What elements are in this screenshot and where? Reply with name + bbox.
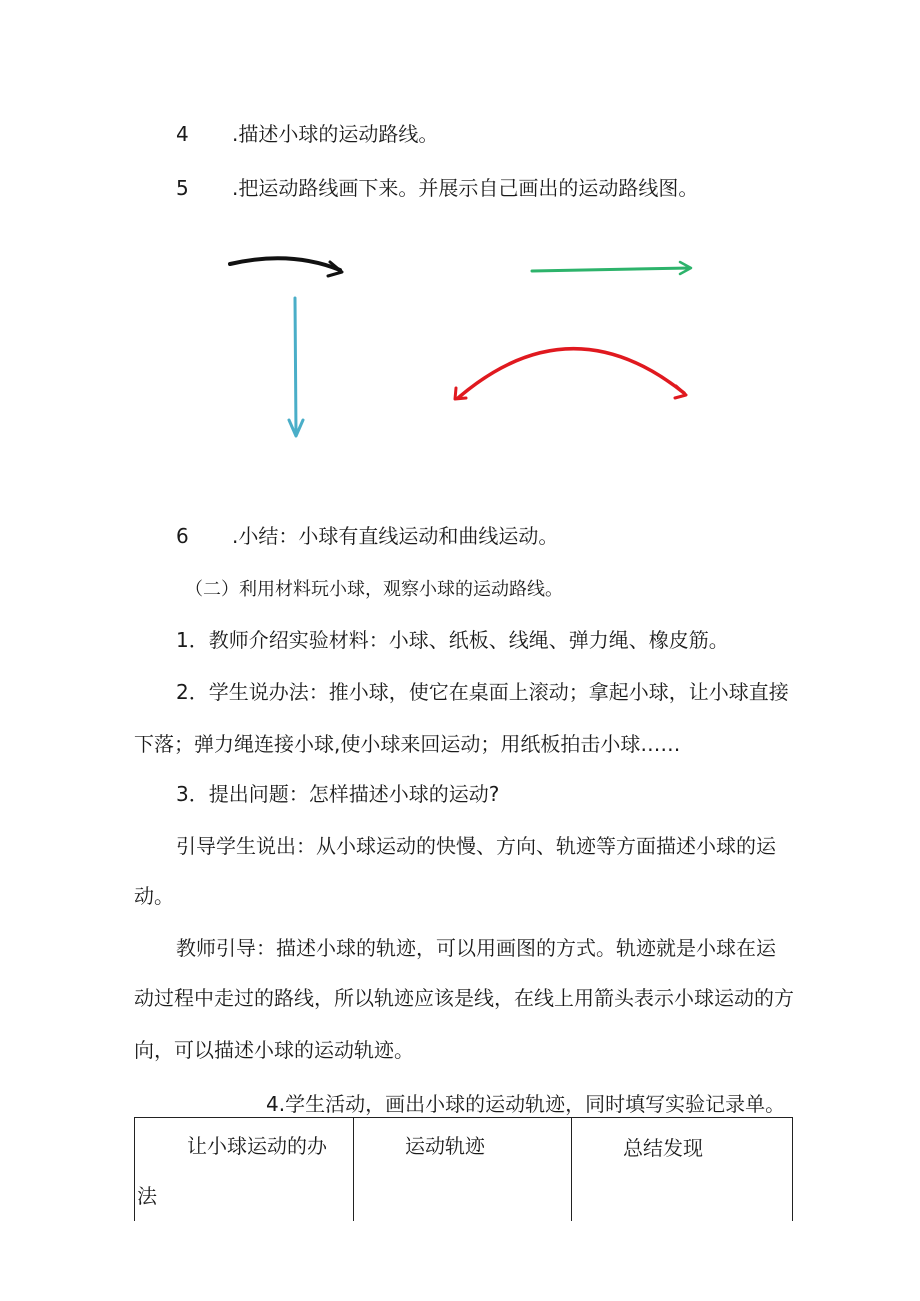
step-3-text: 3．提出问题：怎样描述小球的运动? — [176, 782, 500, 806]
item-6-text: .小结：小球有直线运动和曲线运动。 — [232, 524, 559, 548]
step-2-line-2: 下落；弹力绳连接小球,使小球来回运动；用纸板拍击小球…… — [134, 732, 681, 756]
teacher-line-2: 动过程中走过的路线，所以轨迹应该是线，在线上用箭头表示小球运动的方 — [134, 986, 794, 1010]
green-right-arrow — [532, 262, 691, 274]
item-4-text: .描述小球的运动路线。 — [232, 122, 439, 146]
table-header-method-line-2: 法 — [137, 1184, 157, 1208]
black-curved-arrow — [230, 258, 342, 276]
guide-line-2: 动。 — [134, 884, 174, 908]
record-table — [134, 1117, 793, 1221]
blue-down-arrow — [289, 298, 303, 436]
item-6-number: 6 — [176, 524, 189, 548]
teacher-line-3: 向，可以描述小球的运动轨迹。 — [134, 1038, 414, 1062]
teacher-line-1: 教师引导：描述小球的轨迹，可以用画图的方式。轨迹就是小球在运 — [176, 936, 776, 960]
section-two-heading: （二）利用材料玩小球，观察小球的运动路线。 — [185, 579, 563, 600]
step-4-text: 4.学生活动，画出小球的运动轨迹，同时填写实验记录单。 — [266, 1092, 786, 1116]
table-header-findings: 总结发现 — [623, 1136, 703, 1160]
item-5-text: .把运动路线画下来。并展示自己画出的运动路线图。 — [232, 176, 699, 200]
item-4-number: 4 — [176, 122, 189, 146]
table-divider — [353, 1118, 354, 1221]
red-arc-arrow — [455, 349, 686, 399]
item-5-number: 5 — [176, 176, 189, 200]
table-divider — [571, 1118, 572, 1221]
step-2-line-1: 2．学生说办法：推小球，使它在桌面上滚动；拿起小球，让小球直接 — [176, 680, 789, 704]
table-header-trajectory: 运动轨迹 — [405, 1134, 485, 1158]
table-header-method-line-1: 让小球运动的办 — [187, 1134, 327, 1158]
step-1-text: 1．教师介绍实验材料：小球、纸板、线绳、弹力绳、橡皮筋。 — [176, 628, 729, 652]
guide-line-1: 引导学生说出：从小球运动的快慢、方向、轨迹等方面描述小球的运 — [176, 834, 776, 858]
motion-path-figure — [0, 0, 920, 470]
